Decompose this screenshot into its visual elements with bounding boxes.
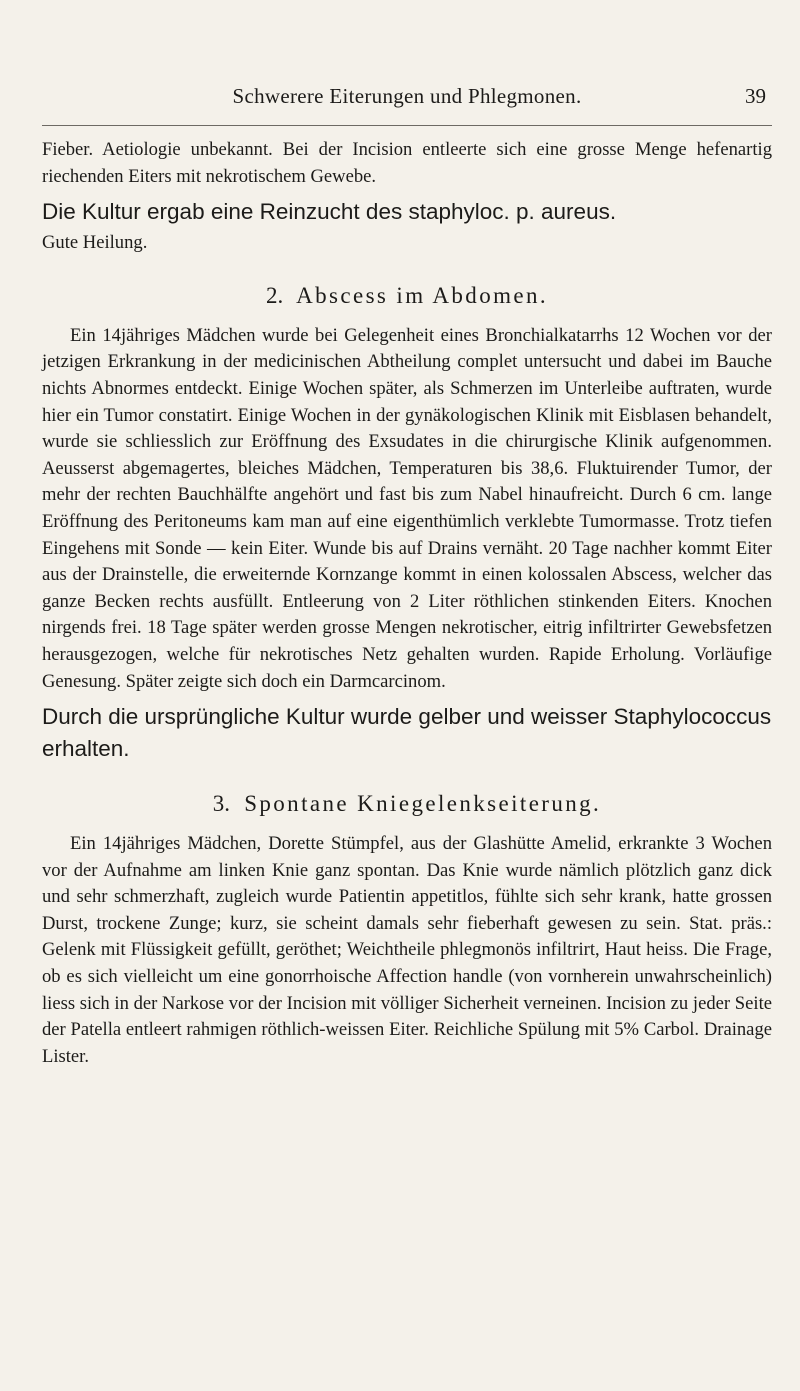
- case2-paragraph: Ein 14jähriges Mädchen wurde bei Gelegenheit eines Bronchialkatarrhs 12 Wochen vor der jetzigen Erkrankung in der medicinischen Abtheilung complet untersucht und dabei im Bauche nichts Abnormes entdeckt. Einige Wochen später, als Schmerzen im Unterleibe auftraten, wurde hier ein Tumor constatirt. Einige Wochen in der gynäkologischen Klinik mit Eisblasen behandelt, wurde sie schliesslich zur Eröffnung des Exsudates in die chirurgische Klinik aufgenommen. Aeusserst abgemagertes, bleiches Mädchen, Temperaturen bis 38,6. Fluktuirender Tumor, der mehr der rechten Bauchhälfte angehört und fast bis zum Nabel hinaufreicht. Durch 6 cm. lange Eröffnung des Peritoneums kam man auf eine eigenthümlich verklebte Tumormasse. Trotz tiefen Eingehens mit Sonde — kein Eiter. Wunde bis auf Drains vernäht. 20 Tage nachher kommt Eiter aus der Drainstelle, die erweiternde Kornzange kommt in einen kolossalen Abscess, welcher das ganze Becken rechts ausfüllt. Entleerung von 2 Liter röthlichen stinkenden Eiters. Knochen nirgends frei. 18 Tage später werden grosse Mengen nekrotischer, eitrig infiltrirter Gewebsfetzen herausgezogen, welche für nekrotisches Netz gehalten wurden. Rapide Erholung. Vorläufige Genesung. Später zeigte sich doch ein Darmcarcinom.: [42, 324, 772, 692]
- case3-heading-title: Spontane Kniegelenkseiterung.: [244, 791, 602, 817]
- case2-heading: [42, 283, 772, 309]
- case3-heading: [42, 791, 772, 817]
- page-number: 39: [745, 84, 766, 108]
- case1-culture-result: Die Kultur ergab eine Reinzucht des staphyloc. p. aureus.: [42, 199, 617, 225]
- case2-heading-number: 2.: [265, 282, 284, 308]
- case3-heading-number: 3.: [212, 791, 231, 817]
- case1-outcome: Gute Heilung.: [42, 232, 148, 254]
- header-rule: [42, 125, 772, 126]
- book-page: [42, 0, 772, 1391]
- body-text: [42, 137, 772, 1070]
- case2-heading-title: Abscess im Abdomen.: [296, 282, 549, 308]
- case2-culture-result: Durch die ursprüngliche Kultur wurde gelber und weisser Staphylococcus erhalten.: [42, 704, 772, 762]
- case3-paragraph: Ein 14jähriges Mädchen, Dorette Stümpfel, aus der Glashütte Amelid, erkrankte 3 Wochen vor der Aufnahme am linken Knie ganz spontan. Das Knie wurde nämlich plötzlich ganz dick und sehr schmerzhaft, zugleich wurde Patientin appetitlos, fühlte sich sehr krank, hatte grossen Durst, trockene Zunge; kurz, sie scheint damals sehr fieberhaft gewesen zu sein. Stat. präs.: Gelenk mit Flüssigkeit gefüllt, geröthet; Weichtheile phlegmonös infiltrirt, Haut heiss. Die Frage, ob es sich vielleicht um eine gonorrhoische Affection handle (von vornherein unwahrscheinlich) liess sich in der Narkose vor der Incision mit völliger Sicherheit verneinen. Incision zu jeder Seite der Patella entleert rahmigen röthlich-weissen Eiter. Reichliche Spülung mit 5% Carbol. Drainage Lister.: [42, 833, 772, 1067]
- running-head: [42, 84, 772, 112]
- case1-end-paragraph: Fieber. Aetiologie unbekannt. Bei der Incision entleerte sich eine grosse Menge hefenartig riechenden Eiters mit nekrotischem Gewebe.: [42, 139, 772, 187]
- running-title: Schwerere Eiterungen und Phlegmonen.: [232, 84, 582, 108]
